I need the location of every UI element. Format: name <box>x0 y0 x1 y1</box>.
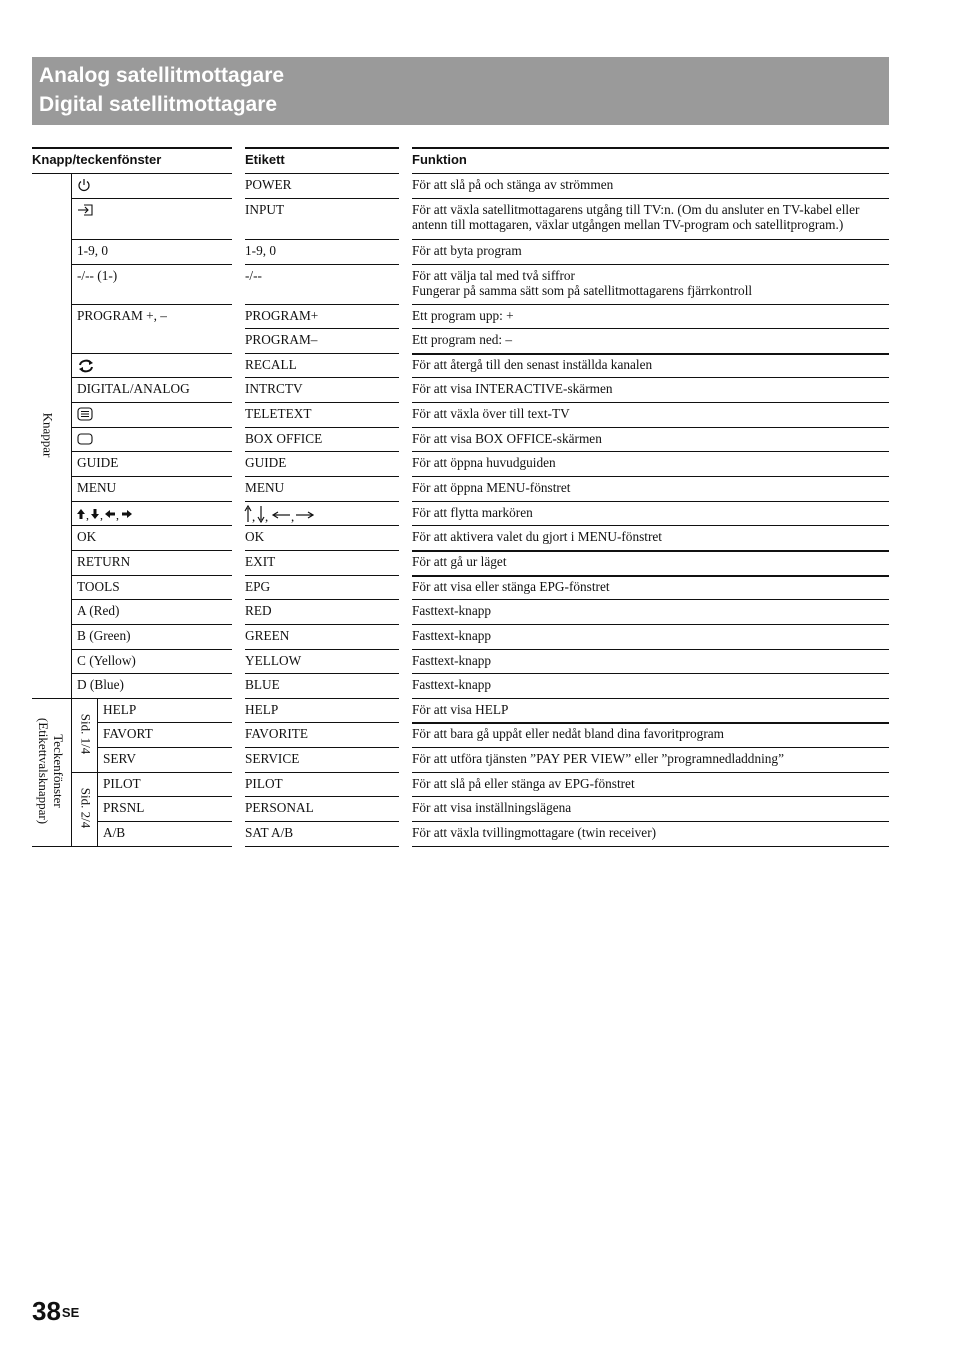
label-name: 1-9, 0 <box>245 243 277 258</box>
row-divider <box>412 673 889 674</box>
header-label: Etikett <box>245 152 285 167</box>
row-divider <box>245 451 399 452</box>
function-text: Fasttext-knapp <box>412 653 492 668</box>
svg-text:,: , <box>86 508 89 521</box>
row-divider <box>245 698 399 699</box>
function-text: För att byta program <box>412 243 522 258</box>
label-name: PILOT <box>245 776 283 791</box>
button-name: HELP <box>103 702 137 717</box>
row-divider <box>71 353 232 354</box>
group-page-1: Sid. 1/4 <box>78 713 94 755</box>
tv-screen-icon <box>77 432 93 451</box>
row-divider <box>412 173 889 174</box>
group-buttons: Knappar <box>40 412 56 458</box>
row-divider <box>32 147 232 149</box>
button-name: SERV <box>103 751 136 766</box>
row-divider <box>71 501 232 502</box>
row-divider <box>245 402 399 403</box>
row-divider <box>412 821 889 822</box>
column-divider <box>71 173 72 698</box>
label-name: RED <box>245 603 272 618</box>
row-divider <box>245 353 399 354</box>
title-line-2: Digital satellitmottagare <box>39 93 278 116</box>
row-divider <box>97 796 232 797</box>
row-divider <box>245 476 399 477</box>
page-number-suffix: SE <box>61 1305 80 1320</box>
function-text: För att gå ur läget <box>412 554 507 569</box>
row-divider <box>412 198 889 199</box>
row-divider <box>412 796 889 797</box>
button-name: PRSNL <box>103 800 145 815</box>
label-name: GREEN <box>245 628 290 643</box>
row-divider <box>245 427 399 428</box>
row-divider <box>245 304 399 305</box>
row-divider <box>71 198 232 199</box>
label-name: HELP <box>245 702 279 717</box>
row-divider <box>412 624 889 625</box>
function-text: Fasttext-knapp <box>412 628 492 643</box>
group-display-line-1: Teckenfönster <box>51 734 66 808</box>
button-name: DIGITAL/ANALOG <box>77 381 190 396</box>
button-name: RETURN <box>77 554 131 569</box>
function-text: För att visa INTERACTIVE-skärmen <box>412 381 613 396</box>
row-divider <box>245 821 399 822</box>
row-divider <box>71 476 232 477</box>
function-text: För att växla satellitmottagarens utgång till TV:n. (Om du ansluter en TV-kabel eller <box>412 202 860 217</box>
button-name: MENU <box>77 480 117 495</box>
label-name: SAT A/B <box>245 825 294 840</box>
function-text: För att slå på och stänga av strömmen <box>412 177 614 192</box>
row-divider <box>412 575 889 577</box>
arrow-keys-icon <box>77 507 137 526</box>
label-name: INTRCTV <box>245 381 303 396</box>
row-divider <box>245 147 399 149</box>
function-text: För att välja tal med två siffror <box>412 268 575 283</box>
label-name: OK <box>245 529 265 544</box>
row-divider <box>245 624 399 625</box>
row-divider <box>71 673 232 674</box>
function-text: För att aktivera valet du gjort i MENU-fönstret <box>412 529 662 544</box>
row-divider <box>71 239 232 240</box>
row-divider <box>245 599 399 600</box>
row-divider <box>71 377 232 378</box>
function-text: Fasttext-knapp <box>412 677 492 692</box>
button-name: D (Blue) <box>77 677 124 692</box>
row-divider <box>245 328 399 329</box>
row-divider <box>245 747 399 748</box>
row-divider <box>245 673 399 674</box>
row-divider <box>412 525 889 526</box>
row-divider <box>245 649 399 650</box>
row-divider <box>245 239 399 240</box>
row-divider <box>412 501 889 502</box>
row-divider <box>245 772 399 773</box>
label-name: BLUE <box>245 677 280 692</box>
label-name: TELETEXT <box>245 406 312 421</box>
row-divider <box>245 722 399 723</box>
function-text: För att återgå till den senast inställda kanalen <box>412 357 653 372</box>
row-divider <box>97 722 232 723</box>
function-text: För att visa BOX OFFICE-skärmen <box>412 431 602 446</box>
row-divider <box>245 575 399 576</box>
power-icon <box>77 178 91 197</box>
label-name: BOX OFFICE <box>245 431 323 446</box>
teletext-icon <box>77 407 93 426</box>
row-divider <box>245 501 399 502</box>
row-divider <box>412 772 889 773</box>
row-divider <box>412 353 889 355</box>
function-text: Fasttext-knapp <box>412 603 492 618</box>
button-name: FAVORT <box>103 726 153 741</box>
row-divider <box>412 846 889 847</box>
row-divider <box>245 377 399 378</box>
function-text: För att öppna huvudguiden <box>412 455 556 470</box>
button-name: TOOLS <box>77 579 120 594</box>
function-text: För att utföra tjänsten ”PAY PER VIEW” eller ”programnedladdning” <box>412 751 784 766</box>
function-text: För att visa inställningslägena <box>412 800 572 815</box>
row-divider <box>412 328 889 329</box>
row-divider <box>412 427 889 428</box>
group-display <box>36 718 66 824</box>
function-text: För att bara gå uppåt eller nedåt bland dina favoritprogram <box>412 726 724 741</box>
row-divider <box>412 304 889 305</box>
button-name: PROGRAM +, – <box>77 308 167 323</box>
label-name: EPG <box>245 579 271 594</box>
row-divider <box>97 821 232 822</box>
label-name: YELLOW <box>245 653 302 668</box>
row-divider <box>71 427 232 428</box>
function-text: antenn till mottagaren, växlar utgången mellan TV-program och satellitprogram.) <box>412 217 844 232</box>
title-banner <box>32 57 889 125</box>
row-divider <box>71 550 232 551</box>
row-divider <box>412 451 889 452</box>
function-text: Fungerar på samma sätt som på satellitmottagarens fjärrkontroll <box>412 283 753 298</box>
row-divider <box>71 649 232 650</box>
function-text: För att visa eller stänga EPG-fönstret <box>412 579 610 594</box>
svg-text:,: , <box>265 509 269 523</box>
recall-icon <box>77 358 95 379</box>
button-name: A (Red) <box>77 603 120 618</box>
svg-text:,: , <box>291 509 295 523</box>
function-text: För att växla över till text-TV <box>412 406 570 421</box>
arrow-labels-icon <box>244 505 314 528</box>
row-divider <box>412 239 889 240</box>
row-divider <box>412 402 889 403</box>
row-divider <box>71 624 232 625</box>
label-name: MENU <box>245 480 285 495</box>
function-text: För att slå på eller stänga av EPG-fönstret <box>412 776 635 791</box>
row-divider <box>412 147 889 149</box>
header-function: Funktion <box>412 152 467 167</box>
row-divider <box>412 722 889 724</box>
row-divider <box>245 846 399 847</box>
button-name: 1-9, 0 <box>77 243 109 258</box>
row-divider <box>412 476 889 477</box>
row-divider <box>71 772 232 773</box>
row-divider <box>245 264 399 265</box>
label-name: RECALL <box>245 357 297 372</box>
button-name: PILOT <box>103 776 141 791</box>
row-divider <box>412 649 889 650</box>
row-divider <box>71 264 232 265</box>
label-name: -/-- <box>245 268 262 283</box>
group-display-line-2: (Etikettvalsknappar) <box>36 717 51 825</box>
label-name: PROGRAM+ <box>245 308 319 323</box>
row-divider <box>245 198 399 199</box>
button-name: GUIDE <box>77 455 119 470</box>
label-name: INPUT <box>245 202 285 217</box>
group-page-2: Sid. 2/4 <box>78 787 94 829</box>
function-text: Ett program ned: – <box>412 332 513 347</box>
function-text: För att flytta markören <box>412 505 533 520</box>
row-divider <box>71 402 232 403</box>
button-name: OK <box>77 529 97 544</box>
function-text: För att visa HELP <box>412 702 509 717</box>
button-name: -/-- (1-) <box>77 268 118 283</box>
row-divider <box>32 173 232 174</box>
row-divider <box>412 599 889 600</box>
row-divider <box>32 846 232 847</box>
function-text: För att öppna MENU-fönstret <box>412 480 571 495</box>
function-text: Ett program upp: + <box>412 308 514 323</box>
row-divider <box>245 173 399 174</box>
label-name: PERSONAL <box>245 800 314 815</box>
title-line-1: Analog satellitmottagare <box>39 64 285 87</box>
label-name: EXIT <box>245 554 276 569</box>
input-icon <box>77 203 95 222</box>
row-divider <box>245 550 399 551</box>
page-number <box>32 1296 79 1326</box>
row-divider <box>412 377 889 378</box>
button-name: A/B <box>103 825 126 840</box>
row-divider <box>97 747 232 748</box>
row-divider <box>412 747 889 748</box>
page-number-value: 38 <box>32 1296 61 1326</box>
label-name: SERVICE <box>245 751 300 766</box>
row-divider <box>71 304 232 305</box>
button-name: C (Yellow) <box>77 653 136 668</box>
svg-text:,: , <box>100 508 103 521</box>
svg-text:,: , <box>116 508 119 521</box>
row-divider <box>71 451 232 452</box>
function-text: För att växla tvillingmottagare (twin receiver) <box>412 825 657 840</box>
label-name: FAVORITE <box>245 726 309 741</box>
row-divider <box>412 550 889 552</box>
label-name: PROGRAM– <box>245 332 318 347</box>
row-divider <box>71 575 232 576</box>
row-divider <box>71 599 232 600</box>
button-name: B (Green) <box>77 628 131 643</box>
header-button: Knapp/teckenfönster <box>32 152 162 167</box>
label-name: POWER <box>245 177 292 192</box>
row-divider <box>412 698 889 699</box>
row-divider <box>412 264 889 265</box>
row-divider <box>245 796 399 797</box>
row-divider <box>32 698 232 699</box>
label-name: GUIDE <box>245 455 287 470</box>
svg-text:,: , <box>252 509 256 523</box>
